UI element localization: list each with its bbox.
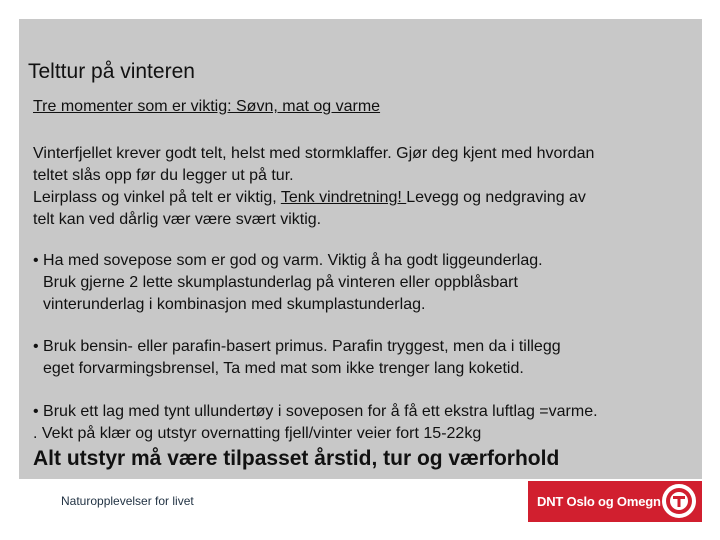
bullet-clothing (33, 401, 598, 445)
intro-paragraph (33, 143, 594, 231)
bullet-stove (33, 336, 561, 380)
bullet-sleep-line-1: • Ha med sovepose som er god og varm. Viktig å ha godt liggeunderlag. (33, 252, 543, 269)
dnt-emblem-icon (662, 484, 696, 518)
dnt-logo (528, 481, 702, 522)
footer-tagline: Naturopplevelser for livet (61, 494, 194, 508)
bullet-stove-line-1: • Bruk bensin- eller parafin-basert primus. Parafin tryggest, men da i tillegg (33, 338, 561, 355)
intro-line-3 (33, 187, 594, 209)
slide-headline: Alt utstyr må være tilpasset årstid, tur og værforhold (33, 447, 560, 470)
intro-line-3-start: Leirplass og vinkel på telt er viktig, (33, 189, 281, 206)
intro-line-4: telt kan ved dårlig vær være svært viktig. (33, 211, 322, 228)
dnt-logo-text: DNT Oslo og Omegn (537, 494, 661, 509)
intro-line-1: Vinterfjellet krever godt telt, helst med stormklaffer. Gjør deg kjent med hvordan (33, 145, 595, 162)
bullet-sleep-line-3: vinterunderlag i kombinasjon med skumplastunderlag. (43, 296, 426, 313)
slide-title: Telttur på vinteren (28, 60, 195, 83)
bullet-sleep (33, 250, 543, 316)
bullet-stove-line-2: eget forvarmingsbrensel, Ta med mat som ikke trenger lang koketid. (43, 360, 524, 377)
bullet-clothing-line-1: • Bruk ett lag med tynt ullundertøy i soveposen for å få ett ekstra luftlag =varme. (33, 403, 598, 420)
slide-subtitle: Tre momenter som er viktig: Søvn, mat og varme (33, 98, 381, 115)
wind-direction-emphasis: Tenk vindretning! (280, 189, 407, 206)
intro-line-2: teltet slås opp før du legger ut på tur. (33, 167, 294, 184)
bullet-clothing-line-2: . Vekt på klær og utstyr overnatting fjell/vinter veier fort 15-22kg (33, 425, 482, 442)
bullet-sleep-line-2: Bruk gjerne 2 lette skumplastunderlag på vinteren eller oppblåsbart (43, 274, 518, 291)
intro-line-3-end: Levegg og nedgraving av (406, 189, 586, 206)
